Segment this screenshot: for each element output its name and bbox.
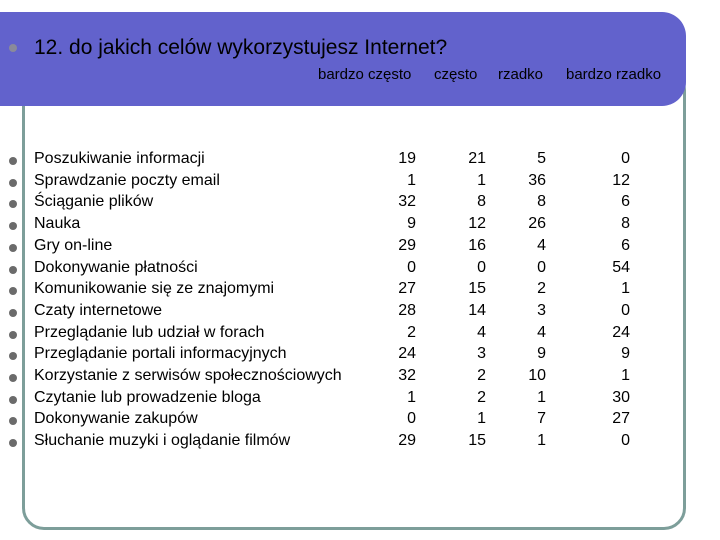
cell-value: 26 (528, 215, 546, 233)
column-header: bardzo rzadko (566, 66, 662, 83)
cell-value: 27 (612, 410, 630, 428)
row-label: Dokonywanie zakupów (34, 410, 198, 428)
cell-value: 16 (468, 236, 486, 254)
bullet-icon (9, 200, 17, 208)
bullet-icon (9, 396, 17, 404)
title-bullet-icon (9, 44, 17, 52)
cell-value: 5 (537, 150, 546, 167)
row-label: Przeglądanie portali informacyjnych (34, 345, 287, 363)
row-label: Dokonywanie płatności (34, 258, 198, 276)
cell-value: 24 (398, 345, 416, 363)
row-label: Słuchanie muzyki i oglądanie filmów (34, 432, 291, 450)
bullet-icon (9, 179, 17, 187)
slide-title: 12. do jakich celów wykorzystujesz Internet? (34, 36, 448, 59)
cell-value: 9 (537, 345, 546, 363)
row-label: Czaty internetowe (34, 301, 163, 319)
cell-value: 0 (621, 150, 630, 167)
row-label: Ściąganie plików (34, 193, 154, 211)
row-label: Poszukiwanie informacji (34, 150, 205, 167)
cell-value: 4 (537, 236, 546, 254)
row-label: Korzystanie z serwisów społecznościowych (34, 367, 342, 384)
cell-value: 6 (621, 236, 630, 254)
cell-value: 1 (477, 410, 486, 428)
bullet-icon (9, 352, 17, 360)
bullet-icon (9, 266, 17, 274)
cell-value: 4 (477, 323, 486, 341)
cell-value: 1 (621, 280, 630, 298)
cell-value: 6 (621, 193, 630, 211)
cell-value: 2 (477, 367, 486, 384)
cell-value: 29 (398, 432, 416, 450)
cell-value: 3 (477, 345, 486, 363)
column-header: często (434, 66, 478, 83)
cell-value: 1 (621, 367, 630, 384)
bullet-icon (9, 439, 17, 447)
cell-value: 9 (407, 215, 416, 233)
cell-value: 28 (398, 301, 416, 319)
cell-value: 0 (407, 410, 416, 428)
row-label: Sprawdzanie poczty email (34, 171, 220, 189)
cell-value: 36 (528, 171, 546, 189)
cell-value: 8 (537, 193, 546, 211)
bullet-icon (9, 417, 17, 425)
cell-value: 1 (537, 432, 546, 450)
cell-value: 3 (537, 301, 546, 319)
cell-value: 30 (612, 388, 630, 406)
bullet-icon (9, 157, 17, 165)
cell-value: 1 (537, 388, 546, 406)
bullet-icon (9, 244, 17, 252)
cell-value: 4 (537, 323, 546, 341)
cell-value: 29 (398, 236, 416, 254)
cell-value: 14 (468, 301, 486, 319)
row-label: Komunikowanie się ze znajomymi (34, 280, 275, 298)
cell-value: 21 (468, 150, 486, 167)
cell-value: 15 (468, 432, 486, 450)
cell-value: 0 (407, 258, 416, 276)
cell-value: 1 (477, 171, 486, 189)
cell-value: 0 (477, 258, 486, 276)
bullet-icon (9, 331, 17, 339)
cell-value: 12 (612, 171, 630, 189)
cell-value: 8 (621, 215, 630, 233)
cell-value: 2 (537, 280, 546, 298)
cell-value: 7 (537, 410, 546, 428)
column-header: bardzo często (318, 66, 412, 83)
cell-value: 0 (621, 301, 630, 319)
bullet-icon (9, 222, 17, 230)
cell-value: 9 (621, 345, 630, 363)
cell-value: 15 (468, 280, 486, 298)
cell-value: 32 (398, 193, 416, 211)
cell-value: 0 (621, 432, 630, 450)
cell-value: 19 (398, 150, 416, 167)
cell-value: 8 (477, 193, 486, 211)
cell-value: 27 (398, 280, 416, 298)
row-label: Gry on-line (34, 236, 113, 254)
bullet-icon (9, 309, 17, 317)
cell-value: 24 (612, 323, 630, 341)
row-label: Przeglądanie lub udział w forach (34, 323, 265, 341)
cell-value: 12 (468, 215, 486, 233)
cell-value: 2 (407, 323, 416, 341)
cell-value: 10 (528, 367, 546, 384)
cell-value: 0 (537, 258, 546, 276)
row-label: Nauka (34, 215, 81, 233)
column-header: rzadko (498, 66, 544, 83)
bullet-icon (9, 287, 17, 295)
cell-value: 54 (612, 258, 630, 276)
cell-value: 1 (407, 388, 416, 406)
cell-value: 2 (477, 388, 486, 406)
row-label: Czytanie lub prowadzenie bloga (34, 388, 261, 406)
bullet-icon (9, 374, 17, 382)
cell-value: 1 (407, 171, 416, 189)
cell-value: 32 (398, 367, 416, 384)
slide-frame (22, 68, 686, 530)
